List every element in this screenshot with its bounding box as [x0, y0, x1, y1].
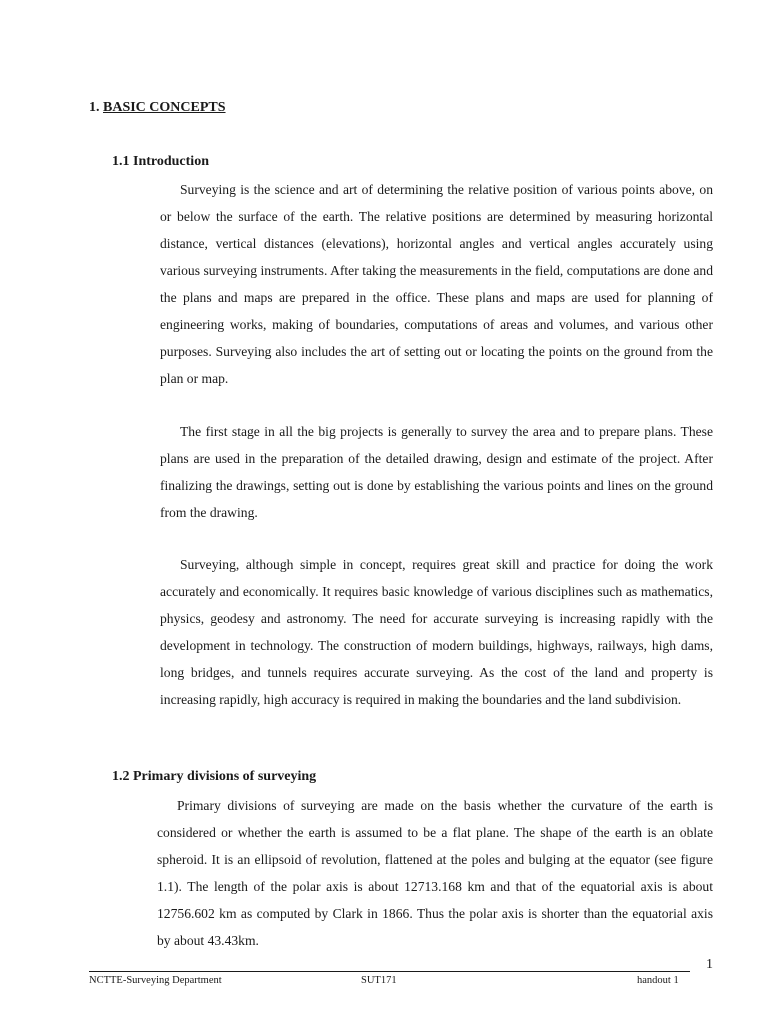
- footer-department: NCTTE-Surveying Department: [89, 975, 222, 986]
- footer-divider: [89, 971, 690, 972]
- paragraph-intro-3: [160, 551, 713, 713]
- paragraph-text: Surveying is the science and art of determining the relative position of various points above, on or below the surface of the earth. The relative positions are determined by measuring horizontal distance, vertical distances (elevations), horizontal angles and vertical angles accurately using various surveying instruments. After taking the measurements in the field, computations are done and the plans and maps are prepared in the office. These plans and maps are used for planning of engineering works, making of boundaries, computations of areas and volumes, and various other purposes. Surveying also includes the art of setting out or locating the points on the ground from the plan or map.: [160, 182, 713, 386]
- section-heading-introduction: 1.1 Introduction: [112, 154, 209, 169]
- footer-handout: handout 1: [637, 975, 679, 986]
- chapter-title: BASIC CONCEPTS: [103, 100, 226, 115]
- section-heading-primary-divisions: 1.2 Primary divisions of surveying: [112, 769, 317, 784]
- paragraph-text: The first stage in all the big projects is generally to survey the area and to prepare plans. These plans are used in the preparation of the detailed drawing, design and estimate of the project. After finalizing the drawings, setting out is done by establishing the various points and lines on the ground from the drawing.: [160, 424, 713, 520]
- footer-course-code: SUT171: [361, 975, 397, 986]
- paragraph-intro-1: [160, 176, 713, 392]
- chapter-number: 1.: [89, 100, 100, 115]
- paragraph-text: Surveying, although simple in concept, requires great skill and practice for doing the work accurately and economically. It requires basic knowledge of various disciplines such as mathematics, physics, geodesy and astronomy. The need for accurate surveying is increasing rapidly with the development in technology. The construction of modern buildings, highways, railways, high dams, long bridges, and tunnels requires accurate surveying. As the cost of the land and property is increasing rapidly, high accuracy is required in making the boundaries and the land subdivision.: [160, 557, 713, 707]
- paragraph-primary-divisions-1: [157, 792, 713, 954]
- paragraph-intro-2: [160, 418, 713, 526]
- page-number: 1: [706, 957, 713, 972]
- paragraph-text: Primary divisions of surveying are made on the basis whether the curvature of the earth is considered or whether the earth is assumed to be a flat plane. The shape of the earth is an oblate spheroid. It is an ellipsoid of revolution, flattened at the poles and bulging at the equator (see figure 1.1). The length of the polar axis is about 12713.168 km and that of the equatorial axis is about 12756.602 km as computed by Clark in 1866. Thus the polar axis is shorter than the equatorial axis by about 43.43km.: [157, 798, 713, 948]
- chapter-heading: [89, 100, 226, 116]
